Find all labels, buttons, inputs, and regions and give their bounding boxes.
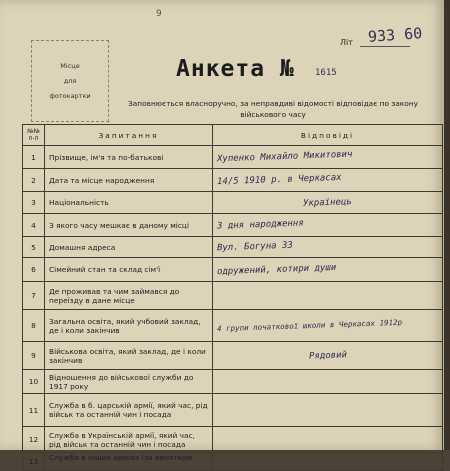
row-number: 1 [23, 146, 45, 169]
row-number: 3 [23, 192, 45, 214]
answer-handwriting: Українець [302, 196, 353, 209]
row-answer [213, 342, 443, 370]
row-question: Відношення до військової служби до 1917 року [45, 370, 213, 394]
row-question: Дата та місце народження [45, 169, 213, 192]
row-answer [213, 394, 443, 427]
row-answer [213, 310, 443, 342]
table-row [23, 192, 443, 214]
row-number: 11 [23, 394, 45, 427]
form-number: 1615 [315, 68, 337, 78]
table-header-row [23, 125, 443, 146]
questionnaire-table [22, 124, 443, 471]
subtitle-line2: військового часу [240, 110, 306, 119]
table-row [23, 146, 443, 169]
sheet-label: Літ [340, 38, 353, 47]
answer-handwriting: 4 групи початкової школи в Черкасах 1912р [216, 317, 403, 333]
row-answer [213, 214, 443, 237]
table-row [23, 342, 443, 370]
sheet-number: 933 60 [367, 24, 423, 46]
row-question: Сімейний стан та склад сім'ї [45, 258, 213, 282]
answer-handwriting: одружений, котири души [216, 262, 337, 277]
row-number: 12 [23, 427, 45, 453]
row-number: 2 [23, 169, 45, 192]
row-question: Служба в б. царській армії, який час, рід військ та останній чин і посада [45, 394, 213, 427]
column-header-answer: Відповіді [213, 125, 443, 146]
table-row [23, 282, 443, 310]
row-number: 7 [23, 282, 45, 310]
table-row [23, 453, 443, 471]
form-subtitle [112, 98, 434, 120]
row-answer [213, 169, 443, 192]
form-title: Анкета № [176, 56, 295, 82]
row-question: Служба в Українській армії, який час, рід військ та останній чин і посада [45, 427, 213, 453]
row-question: Загальна освіта, який учбовий заклад, де і коли закінчив [45, 310, 213, 342]
row-question: Де проживав та чим займався до переїзду в дане місце [45, 282, 213, 310]
answer-handwriting: Вул. Богуна 33 [216, 240, 294, 254]
row-answer [213, 427, 443, 453]
table-row [23, 258, 443, 282]
photo-placeholder [31, 40, 109, 122]
sheet-number-underline [360, 46, 410, 47]
row-answer [213, 237, 443, 258]
table-row [23, 427, 443, 453]
row-answer [213, 282, 443, 310]
row-question: З якого часу мешкає в даному місці [45, 214, 213, 237]
photo-label-line2: для [63, 76, 77, 85]
photo-label-line3: фотокартки [49, 91, 91, 100]
subtitle-line1: Заповнюється власноручно, за неправдиві відомості відповідає по закону [128, 99, 418, 108]
row-question: Військова освіта, який заклад, де і коли закінчив [45, 342, 213, 370]
page-marker: 9 [156, 9, 162, 19]
page-edge-shadow [444, 0, 450, 450]
row-number: 5 [23, 237, 45, 258]
table-row [23, 370, 443, 394]
answer-handwriting: Рядовий [308, 349, 347, 362]
row-answer [213, 146, 443, 169]
row-question: Служба в інших арміях (за винятком [45, 453, 213, 471]
photo-label-line1: Місце [60, 61, 80, 70]
table-row [23, 169, 443, 192]
table-row [23, 237, 443, 258]
answer-handwriting: З дня народження [216, 218, 304, 232]
row-question: Національність [45, 192, 213, 214]
row-answer [213, 370, 443, 394]
row-number: 4 [23, 214, 45, 237]
row-number: 8 [23, 310, 45, 342]
row-answer [213, 453, 443, 471]
row-number: 9 [23, 342, 45, 370]
table-row [23, 214, 443, 237]
row-answer [213, 258, 443, 282]
table-row [23, 310, 443, 342]
row-question: Прізвище, ім'я та по-батькові [45, 146, 213, 169]
column-header-question: Запитання [45, 125, 213, 146]
answer-handwriting: 14/5 1910 р. в Черкасах [216, 172, 342, 188]
answer-handwriting: Хупенко Михайло Микитович [216, 149, 353, 165]
row-number: 6 [23, 258, 45, 282]
row-answer [213, 192, 443, 214]
column-header-number: №№ п-п [23, 125, 45, 146]
row-number: 13 [23, 453, 45, 471]
table-row [23, 394, 443, 427]
row-number: 10 [23, 370, 45, 394]
row-question: Домашня адреса [45, 237, 213, 258]
